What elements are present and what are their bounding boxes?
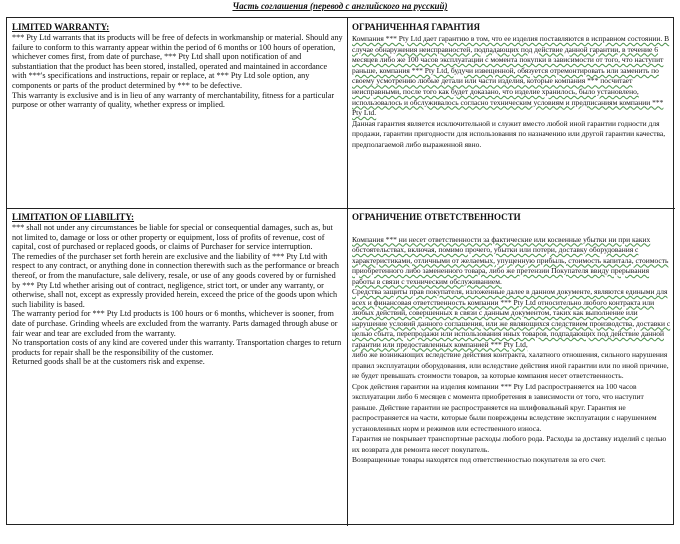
warranty-ru-cell xyxy=(352,22,671,206)
liability-en-cell xyxy=(12,212,343,524)
liability-en-text: *** shall not under any circumstances be liable for special or consequential damages, such as, but not limited to, damage or loss or other property or equipment, loss of profits of revenue, cost of capital, cost of purchased or replaced goods, or claims of Purchaser for service interruption. The remedies of the purchaser set forth herein are exclusive and the liability of *** Pty Ltd with respect to any contract, or anything done in connection therewith such as the performance or breach thereof, or from the manufacture, sale delivery, resale, or use of any goods covered by or furnished by *** Pty Ltd whether arising out of contract, negligence, strict tort, or under any warranty, or otherwise, shall not, except as expressly provided herein, exceed the price of the goods upon which such liability is based. The warranty period for *** Pty Ltd products is 100 hours or 6 months, whichever is sooner, from date of purchase. Grinding wheels are excluded from the warranty. Parts damaged through abuse or fair wear and tear are excluded from the warranty. No transportation costs of any kind are covered under this warranty. Transportation charges to return products for repair shall be the responsibility of the customer. Returned goods shall be at the customers risk and expense. xyxy=(12,223,342,367)
agreement-table xyxy=(6,17,674,525)
liability-ru-heading: ОГРАНИЧЕНИЕ ОТВЕТСТВЕННОСТИ xyxy=(352,212,521,222)
page-title: Часть соглашения (перевод с английского на русский) xyxy=(232,1,448,11)
liability-ru-cell xyxy=(352,212,671,524)
warranty-ru-text-highlighted: Компания *** Pty Ltd дает гарантию в том, что ее изделия поставляются в исправном состоянии. В случае обнаружения неисправностей, подпадающих под действие данной гарантии, в течение 6 месяцев либо же 100 часов эксплуатации с момента покупки в зависимости от того, что наступит раньше, компания *** Pty Ltd, будучи извещенной, обязуется отремонтировать или заменить по своему усмотрению любые детали или части изделия, которые компания *** посчитает неисправными, после того как будет доказано, что изделие хранилось, было установлено, использовалось и обслуживалось согласно техническим условиям и предписаниям компании *** Pty Ltd. xyxy=(352,34,670,118)
column-divider xyxy=(347,18,348,526)
warranty-ru-text-plain: Данная гарантия является исключительной и служит вместо любой иной гарантии годности для продажи, гарантии пригодности для использования по назначению или другой гарантии качества, предполагаемой либо выраженной явно. xyxy=(352,118,666,149)
warranty-en-text: *** Pty Ltd warrants that its products will be free of defects in workmanship or material. Should any failure to conform to this warranty appear within the period of 6 months or 100 hours of operation, whichever comes first, from date of purchase, *** Pty Ltd shall upon notification of and substantiation that the product has been stored, installed, operated and maintained in accordance with ***'s specifications and instructions, repair or replace, at *** Pty Ltd sole option, any components or parts of the product determined by *** to be defective. This warranty is exclusive and is in lieu of any warranty of merchantability, fitness for a particular purpose or other warranty of quality, whether express or implied. xyxy=(12,33,343,110)
liability-ru-text-highlighted: Компания *** ни несет ответственности за фактические или косвенные убытки ни при каких обстоятельствах, включая, помимо прочего, убытки или потери, доставку оборудования с характеристиками, отличными от желаемых, упущенную прибыль, стоимость капитала, стоимость приобретенного либо замененного товара, либо же претензии Покупателя ввиду прерывания работы в связи с техническим обслуживанием. Средства защиты прав покупателя, изложенные далее в данном документе, являются едиными для всех и финансовая ответственность компании *** Pty Ltd относительно любого контракта или любых действий, совершенных в связи с данным документом, таких как выполнение или нарушение условий данного соглашения, или же являющихся следствием производства, доставки с целью сбыта, перепродажи или использования иных товаров, подпадающих под действие данной гарантии или предоставленных компанией *** Pty Ltd, xyxy=(352,234,671,349)
warranty-ru-text xyxy=(352,34,671,151)
warranty-en-heading: LIMITED WARRANTY: xyxy=(12,22,110,32)
row-divider xyxy=(7,208,675,209)
liability-en-heading: LIMITATION OF LIABILITY: xyxy=(12,212,135,222)
warranty-en-cell xyxy=(12,22,343,206)
liability-ru-text-plain: либо же возникающих вследствие действия контракта, халатного отношения, сильного нарушения правил эксплуатации оборудования, или вследствие действия иной гарантии или по иной причине, не будет превышать стоимости товаров, за которые компания несет ответственность. Срок действия гарантии на изделия компании *** Pty Ltd распространяется на 100 часов эксплуатации либо 6 месяцев с момента приобретения в зависимости от того, что наступит раньше. Действие гарантии не распространяется на шлифовальный круг. Гарантия не распространяется на части, которые были повреждены вследствие эксплуатации с нарушением установленных норм и режимов или естественного износа. Гарантия не покрывает транспортные расходы любого рода. Расходы за доставку изделий с целью их возврата для ремонта несет покупатель. Возвращенные товары находятся под ответственностью покупателя за его счет. xyxy=(352,350,669,464)
liability-ru-text xyxy=(352,224,671,466)
warranty-ru-heading: ОГРАНИЧЕННАЯ ГАРАНТИЯ xyxy=(352,22,481,32)
